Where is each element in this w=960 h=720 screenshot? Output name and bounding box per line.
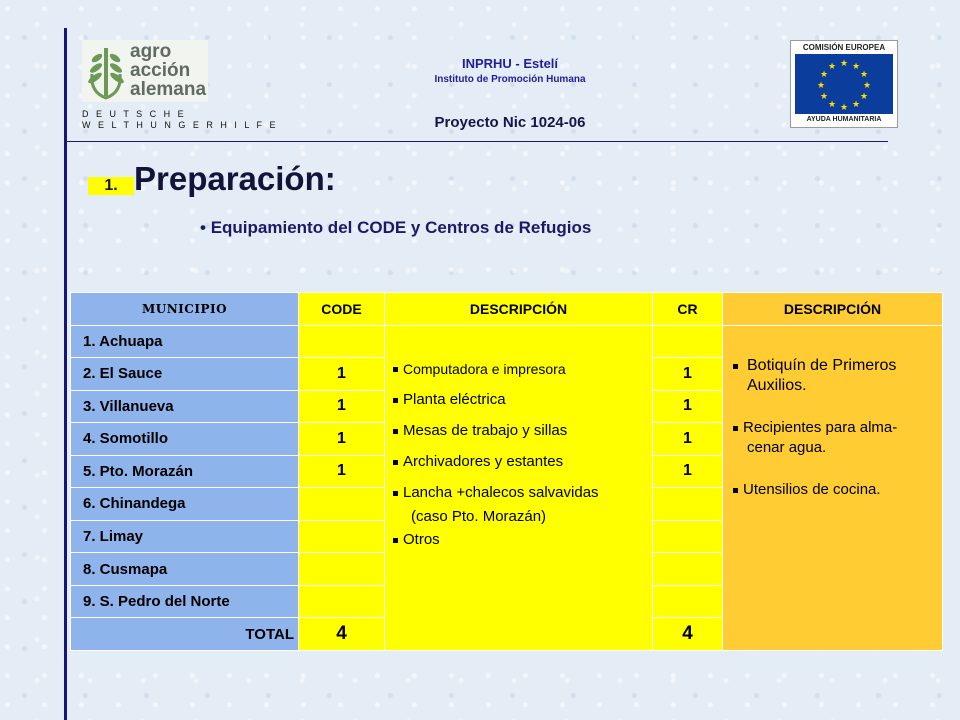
list-item: Mesas de trabajo y sillas: [393, 422, 652, 440]
list-item: Lancha +chalecos salvavidas: [393, 484, 652, 502]
cr-cell: 1: [653, 358, 723, 391]
code-cell: 1: [299, 390, 385, 423]
svg-text:★: ★: [851, 100, 861, 110]
cr-cell: 1: [653, 455, 723, 488]
code-cell: [299, 553, 385, 586]
wheat-icon: [86, 44, 126, 102]
eu-stars-icon: [795, 54, 893, 114]
municipio-cell: 8. Cusmapa: [71, 553, 299, 586]
cr-cell: [653, 585, 723, 618]
subtitle-text: Equipamiento del CODE y Centros de Refugios: [210, 218, 592, 237]
logo-sub-line: W E L T H U N G E R H I L F E: [82, 120, 279, 130]
european-commission-logo: [790, 40, 898, 128]
svg-text:★: ★: [819, 92, 829, 102]
logo-sub-line: D E U T S C H E: [82, 109, 187, 119]
municipio-cell: 4. Somotillo: [71, 423, 299, 456]
header-descripcion: DESCRIPCIÓN: [385, 293, 653, 326]
list-item: Otros: [393, 531, 652, 549]
code-cell: 1: [299, 358, 385, 391]
code-cell: 1: [299, 455, 385, 488]
list-item-continuation: cenar agua.: [747, 438, 827, 456]
code-cell: 1: [299, 423, 385, 456]
municipio-cell: 9. S. Pedro del Norte: [71, 585, 299, 618]
left-rule: [64, 28, 67, 720]
svg-text:★: ★: [839, 59, 849, 69]
cr-cell: [653, 520, 723, 553]
total-code: 4: [299, 618, 385, 651]
logo-subtitle: [82, 109, 278, 131]
cr-items-list: [723, 356, 942, 500]
table-row: [71, 325, 943, 358]
header-cr: CR: [653, 293, 723, 326]
list-item-continuation: Auxilios.: [747, 376, 807, 394]
header-code: CODE: [299, 293, 385, 326]
code-cell: [299, 488, 385, 521]
header-municipio: MUNICIPIO: [71, 293, 299, 326]
svg-text:★: ★: [851, 62, 861, 72]
cr-cell: [653, 553, 723, 586]
svg-text:★: ★: [862, 81, 872, 91]
code-description-cell: [385, 325, 653, 650]
svg-text:★: ★: [859, 92, 869, 102]
municipio-cell: 1. Achuapa: [71, 325, 299, 358]
code-items-list: [385, 360, 652, 549]
slide-title-text: Preparación:: [134, 160, 336, 197]
logo-line: acción: [130, 60, 191, 81]
header-descripcion-cr: DESCRIPCIÓN: [723, 293, 943, 326]
list-item-continuation: (caso Pto. Morazán): [411, 507, 547, 525]
cr-cell: 1: [653, 423, 723, 456]
logo-line: alemana: [130, 79, 207, 100]
org-subtitle: Instituto de Promoción Humana: [434, 74, 586, 85]
eu-flag: [795, 54, 893, 114]
cr-cell: [653, 325, 723, 358]
municipio-cell: 5. Pto. Morazán: [71, 455, 299, 488]
list-item: Botiquín de Primeros: [733, 356, 942, 376]
municipio-cell: 3. Villanueva: [71, 390, 299, 423]
municipio-cell: 6. Chinandega: [71, 488, 299, 521]
slide-title: [88, 160, 336, 198]
logo-wordmark: [130, 42, 206, 99]
cr-cell: 1: [653, 390, 723, 423]
svg-text:★: ★: [827, 62, 837, 72]
list-item: Archivadores y estantes: [393, 453, 652, 471]
list-item: Utensilios de cocina.: [733, 480, 942, 500]
table-header-row: [71, 293, 943, 326]
total-label: TOTAL: [71, 618, 299, 651]
cr-cell: [653, 488, 723, 521]
slide-number: 1.: [88, 177, 134, 195]
code-cell: [299, 585, 385, 618]
ec-bottom-label: AYUDA HUMANITARIA: [806, 116, 882, 123]
svg-text:★: ★: [816, 81, 826, 91]
svg-text:★: ★: [839, 103, 849, 113]
total-cr: 4: [653, 618, 723, 651]
org-title: INPRHU - Estelí: [461, 56, 559, 71]
svg-text:★: ★: [819, 70, 829, 80]
logo-line: agro: [130, 41, 172, 62]
svg-text:★: ★: [827, 100, 837, 110]
municipio-cell: 2. El Sauce: [71, 358, 299, 391]
list-item: Recipientes para alma-: [733, 418, 942, 438]
subtitle-bullet: • Equipamiento del CODE y Centros de Refugios: [200, 218, 592, 237]
header-rule: [64, 141, 888, 142]
ec-top-label: COMISIÓN EUROPEA: [802, 43, 886, 52]
project-name: Proyecto Nic 1024-06: [434, 114, 586, 131]
equipment-table: [70, 292, 943, 651]
code-cell: [299, 520, 385, 553]
municipio-cell: 7. Limay: [71, 520, 299, 553]
list-item: Computadora e impresora: [393, 360, 652, 378]
agro-accion-alemana-logo: [82, 40, 212, 104]
svg-text:★: ★: [859, 70, 869, 80]
cr-description-cell: [723, 325, 943, 650]
list-item: Planta eléctrica: [393, 391, 652, 409]
code-cell: [299, 325, 385, 358]
